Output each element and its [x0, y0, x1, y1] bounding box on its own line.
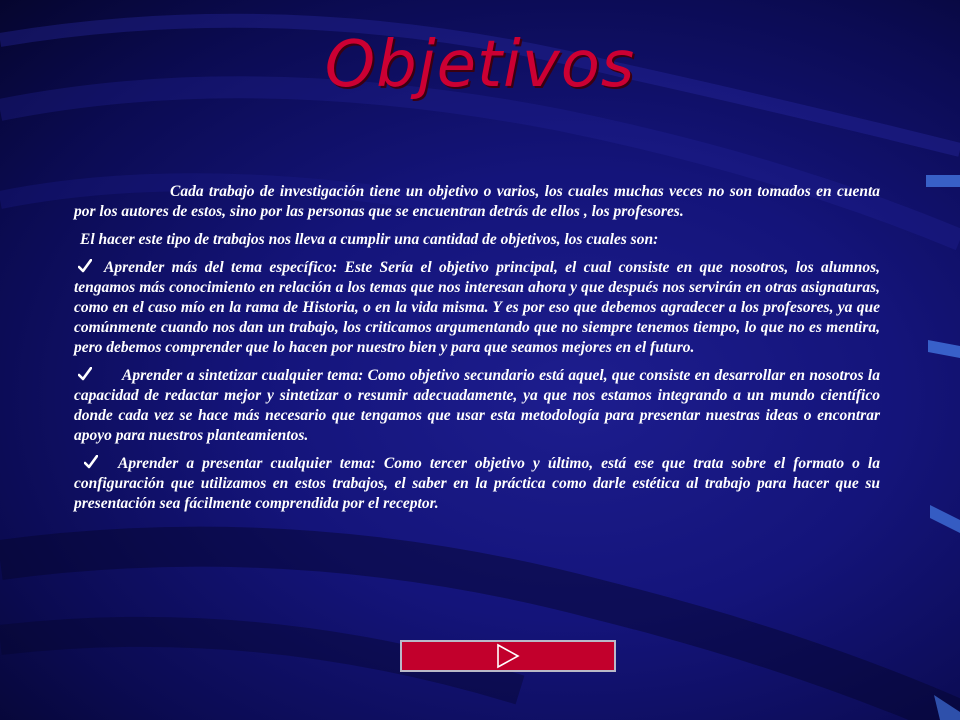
- lead-paragraph: El hacer este tipo de trabajos nos lleva a cumplir una cantidad de objetivos, los cuales son:: [80, 231, 659, 248]
- bullet-item: [74, 366, 880, 446]
- slide-body: [74, 182, 880, 522]
- slide-title: Objetivos: [324, 28, 636, 102]
- next-slide-button[interactable]: [400, 640, 616, 672]
- play-triangle-icon: [495, 643, 521, 669]
- bullet-item: [74, 454, 880, 514]
- bullet-item: [74, 258, 880, 358]
- checkmark-icon: [78, 258, 92, 278]
- bullet-text: Aprender más del tema específico: Este Sería el objetivo principal, el cual consiste en que nosotros, los alumnos, tengamos más conocimiento en relación a los temas que nos interesan ahora y que después nos servirán en otras asignaturas, como en el caso mío en la rama de Historia, o en la vida misma. Y es por eso que debemos agradecer a los profesores, ya que comúnmente cuando nos dan un trabajo, los criticamos argumentando que no siempre tenemos tiempo, lo que no es mentira, pero debemos comprender que lo hacen por nuestro bien y para que seamos mejores en el futuro.: [74, 259, 880, 356]
- checkmark-icon: [78, 366, 92, 386]
- bullet-text: Aprender a presentar cualquier tema: Como tercer objetivo y último, está ese que trata sobre el formato o la configuración que utilizamos en estos trabajos, el saber en la práctica como darle estética al trabajo para hacer que su presentación sea fácilmente comprendida por el receptor.: [74, 455, 880, 512]
- checkmark-icon: [84, 454, 98, 474]
- bullet-text: Aprender a sintetizar cualquier tema: Como objetivo secundario está aquel, que consiste en desarrollar en nosotros la capacidad de redactar mejor y sintetizar o resumir adecuadamente, ya que nos estamos integrando a un mundo científico donde cada vez se hace más necesario que tengamos que usar esta metodología para presentar nuestras ideas o encontrar apoyo para nuestros planteamientos.: [74, 367, 880, 444]
- edge-accent-marks: [920, 0, 960, 720]
- intro-paragraph: Cada trabajo de investigación tiene un objetivo o varios, los cuales muchas veces no son tomados en cuenta por los autores de estos, sino por las personas que se encuentran detrás de ellos , los profesores.: [74, 183, 880, 220]
